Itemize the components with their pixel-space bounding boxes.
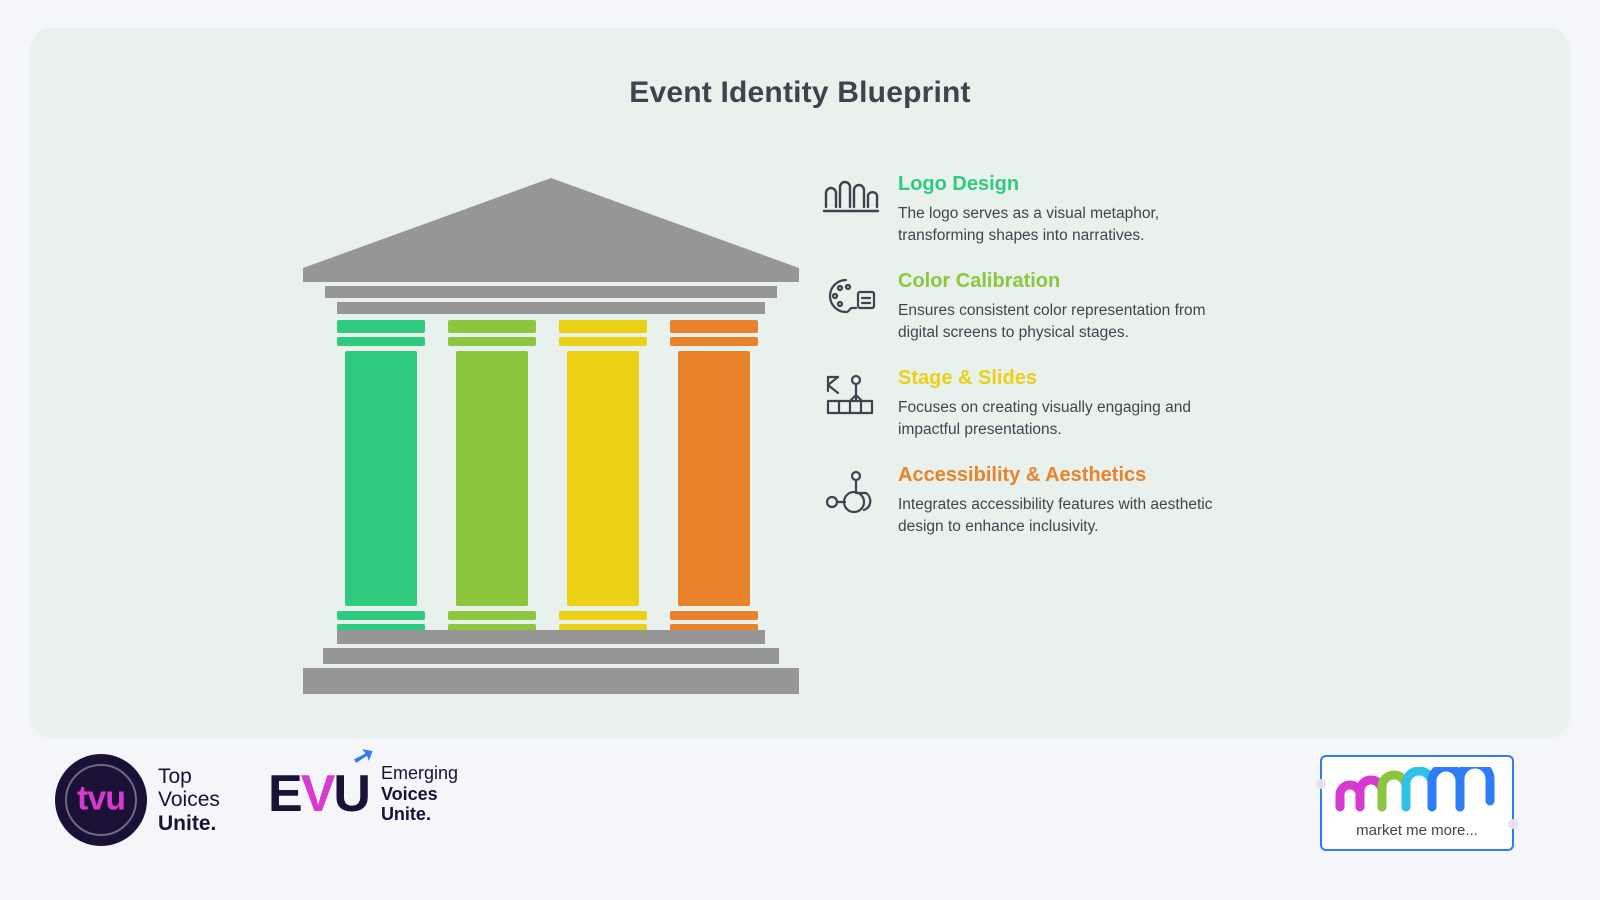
- pillar-accessibility-aesthetics: [670, 320, 758, 637]
- feature-heading: Stage & Slides: [898, 366, 1037, 389]
- feature-heading: Logo Design: [898, 173, 1020, 195]
- feature-body: Integrates accessibility features with aesthetic design to enhance inclusivity.: [898, 495, 1213, 536]
- up-arrow-icon: ➚: [349, 737, 377, 773]
- temple-step-1: [337, 630, 765, 644]
- feature-body: The logo serves as a visual metaphor, transforming shapes into narratives.: [898, 205, 1160, 245]
- pillar-stage-slides: [559, 320, 647, 637]
- temple-roof: [303, 178, 799, 268]
- temple-architrave-3: [337, 302, 765, 314]
- evu-line-2: Voices: [380, 783, 438, 804]
- feature-body: Focuses on creating visually engaging and impactful presentations.: [898, 398, 1191, 439]
- evu-line-3: Unite.: [380, 804, 431, 825]
- evu-wordmark: [381, 763, 458, 825]
- feature-heading: Color Calibration: [898, 269, 1061, 292]
- evu-line-1: Emerging: [380, 763, 458, 783]
- content-card: [30, 28, 1570, 738]
- evu-letter-v: V: [300, 765, 334, 824]
- tvu-line-1: Top: [158, 764, 192, 788]
- tvu-line-2: Voices: [158, 788, 220, 812]
- temple-step-3: [303, 668, 799, 694]
- page-title: Event Identity Blueprint: [629, 76, 971, 109]
- feature-item: [820, 270, 1290, 345]
- tvu-monogram: tvu: [77, 779, 125, 818]
- feature-heading: Accessibility & Aesthetics: [898, 463, 1147, 486]
- feature-item: [820, 464, 1290, 539]
- logo-top-voices-unite: [58, 757, 220, 843]
- stage-presenter-icon: [820, 367, 882, 427]
- color-palette-icon: [820, 270, 882, 330]
- feature-body: Ensures consistent color representation from digital screens to physical stages.: [898, 301, 1206, 342]
- temple-architrave-1: [303, 268, 799, 282]
- footer-logos: [0, 737, 1600, 895]
- temple-architrave-2: [325, 286, 777, 298]
- mmm-caption: market me more...: [1356, 822, 1478, 839]
- temple-step-2: [323, 648, 779, 664]
- feature-item: [820, 367, 1290, 442]
- logo-market-me-more: [1320, 755, 1514, 851]
- feature-item: [820, 173, 1290, 248]
- temple-illustration: [295, 168, 815, 688]
- evu-monogram-icon: [268, 737, 377, 824]
- mmm-wave-icon: [1334, 767, 1500, 813]
- feature-list: [820, 173, 1290, 561]
- pillar-color-calibration: [448, 320, 536, 637]
- wheelchair-accessibility-icon: [820, 464, 882, 524]
- pillar-logo-design: [337, 320, 425, 637]
- tvu-badge-icon: [58, 757, 144, 843]
- logo-waveform-icon: [820, 173, 882, 233]
- logo-emerging-voices-unite: [268, 737, 458, 825]
- tvu-wordmark: [158, 765, 220, 836]
- mmm-dot-top-left: [1316, 779, 1326, 789]
- evu-letter-u: U: [333, 765, 369, 824]
- tvu-line-3: Unite.: [158, 811, 217, 835]
- evu-letter-e: E: [268, 765, 301, 824]
